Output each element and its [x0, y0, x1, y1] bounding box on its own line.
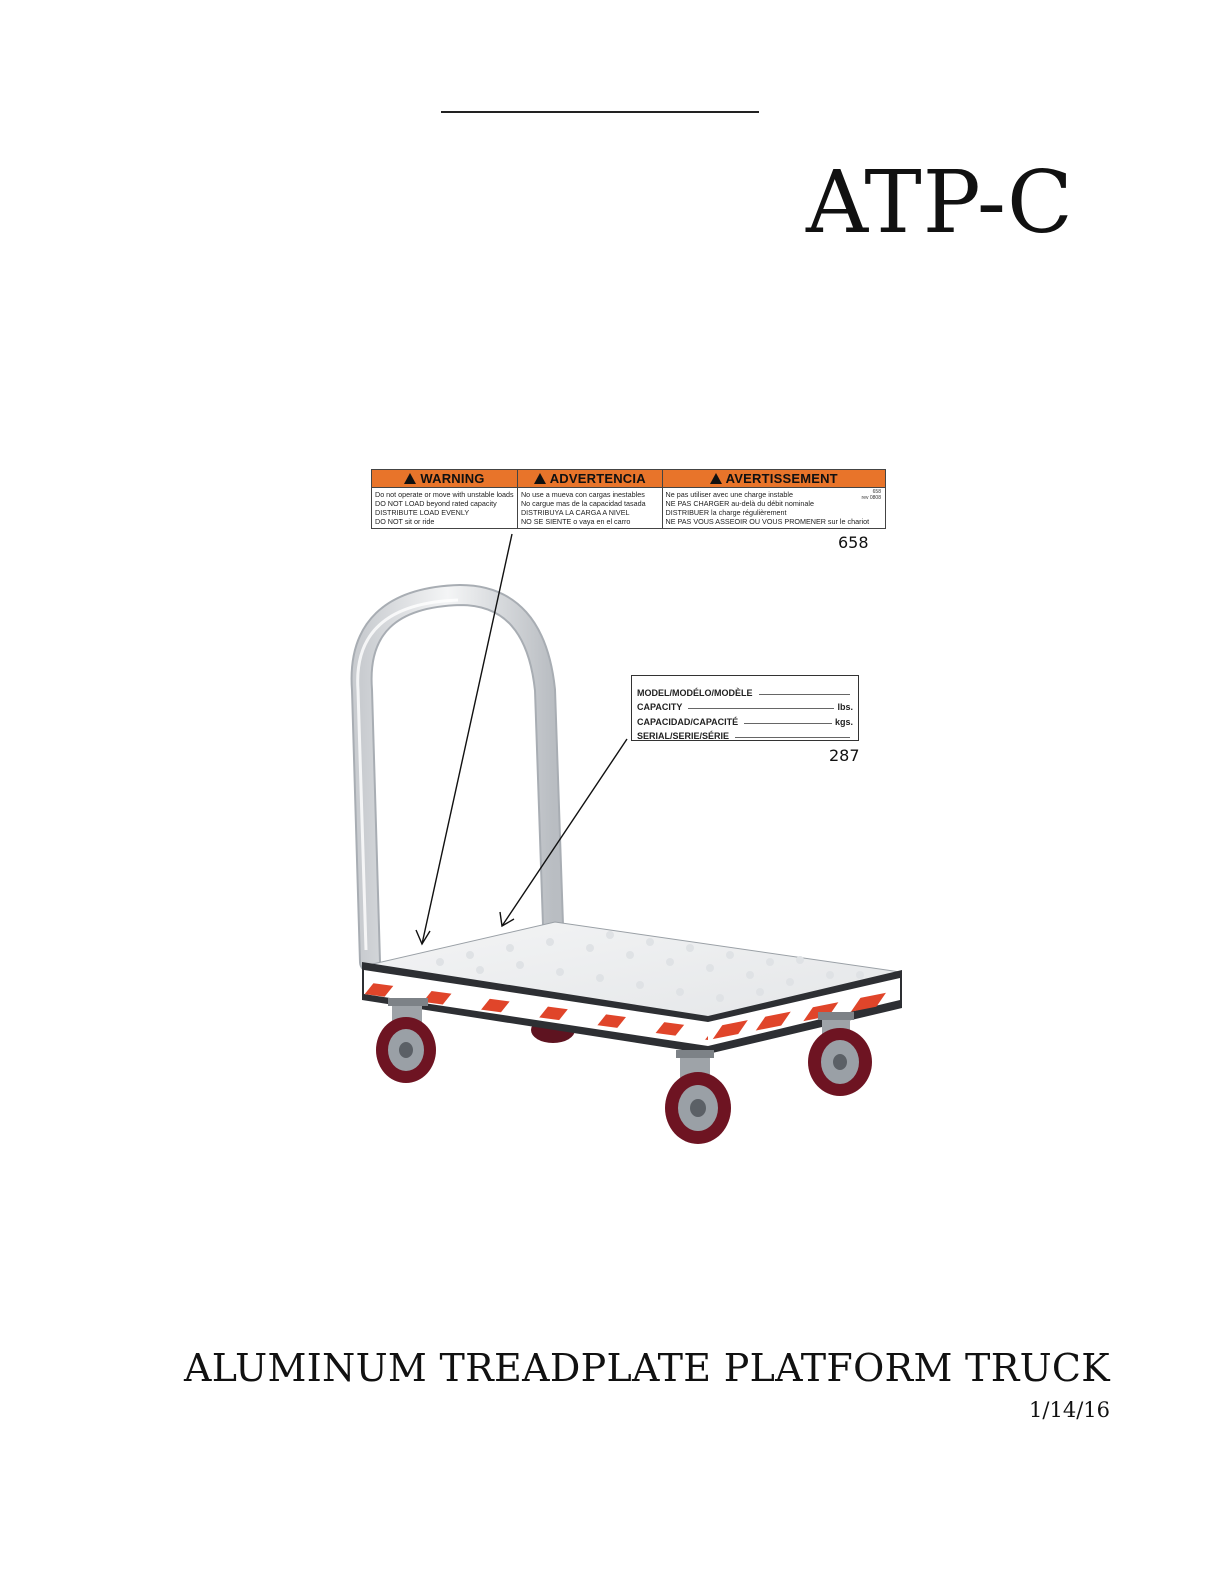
- warning-line: Ne pas utiliser avec une charge instable: [665, 490, 793, 499]
- warning-column-french: [663, 470, 885, 528]
- warning-line: NE PAS VOUS ASSEOIR OU VOUS PROMENER sur le chariot: [665, 517, 870, 526]
- warning-label: [371, 469, 886, 529]
- warning-line: DISTRIBUER la charge régulièrement: [665, 508, 787, 517]
- capacidad-row-label: CAPACIDAD/CAPACITÉ: [637, 716, 739, 727]
- warning-line: DISTRIBUTE LOAD EVENLY: [375, 508, 470, 517]
- capacidad-row-unit: kgs.: [834, 716, 853, 727]
- warning-heading: [372, 470, 517, 488]
- model-title: ATP-C: [806, 153, 1074, 253]
- model-label-number: 287: [829, 746, 860, 765]
- platform-deck: [360, 922, 902, 1054]
- warning-heading: [663, 470, 885, 488]
- warning-heading-text: WARNING: [420, 471, 485, 486]
- label-revision: rev 0808: [861, 495, 881, 501]
- warning-label-number: 658: [838, 533, 869, 552]
- serial-row: [637, 727, 853, 742]
- label-code: 658: [872, 489, 881, 495]
- warning-heading-text: AVERTISSEMENT: [725, 471, 838, 486]
- model-row-label: MODEL/MODÉLO/MODÈLE: [637, 687, 753, 698]
- warning-line: NE PAS CHARGER au-delà du débit nominale: [665, 499, 814, 508]
- warning-heading: [518, 470, 662, 488]
- leader-arrow-model: [500, 739, 627, 926]
- warning-line: DISTRIBUYA LA CARGA A NIVEL: [520, 508, 630, 517]
- warning-line: No cargue mas de la capacidad tasada: [520, 499, 646, 508]
- warning-column-spanish: [518, 470, 663, 528]
- serial-row-label: SERIAL/SERIE/SÉRIE: [637, 731, 730, 741]
- model-row: [637, 683, 853, 698]
- warning-heading-text: ADVERTENCIA: [549, 471, 646, 486]
- warning-line: NO SE SIENTE o vaya en el carro: [520, 517, 631, 526]
- front-right-caster: [665, 1050, 731, 1144]
- model-capacity-label: [631, 675, 859, 741]
- warning-triangle-icon: [710, 473, 722, 484]
- warning-line: DO NOT sit or ride: [375, 517, 435, 526]
- warning-line: No use a mueva con cargas inestables: [520, 490, 645, 499]
- warning-line: DO NOT LOAD beyond rated capacity: [375, 499, 497, 508]
- warning-line: Do not operate or move with unstable loads: [375, 490, 514, 499]
- capacity-row-label: CAPACITY: [637, 702, 683, 712]
- warning-column-english: [372, 470, 518, 528]
- product-name: ALUMINUM TREADPLATE PLATFORM TRUCK: [183, 1346, 1110, 1390]
- capacidad-row: [637, 712, 853, 727]
- front-left-caster: [376, 998, 436, 1083]
- document-date: 1/14/16: [1029, 1398, 1110, 1422]
- handle: [358, 595, 553, 962]
- warning-triangle-icon: [534, 473, 546, 484]
- capacity-row: [637, 698, 853, 713]
- capacity-row-unit: lbs.: [837, 702, 853, 712]
- warning-triangle-icon: [404, 473, 416, 484]
